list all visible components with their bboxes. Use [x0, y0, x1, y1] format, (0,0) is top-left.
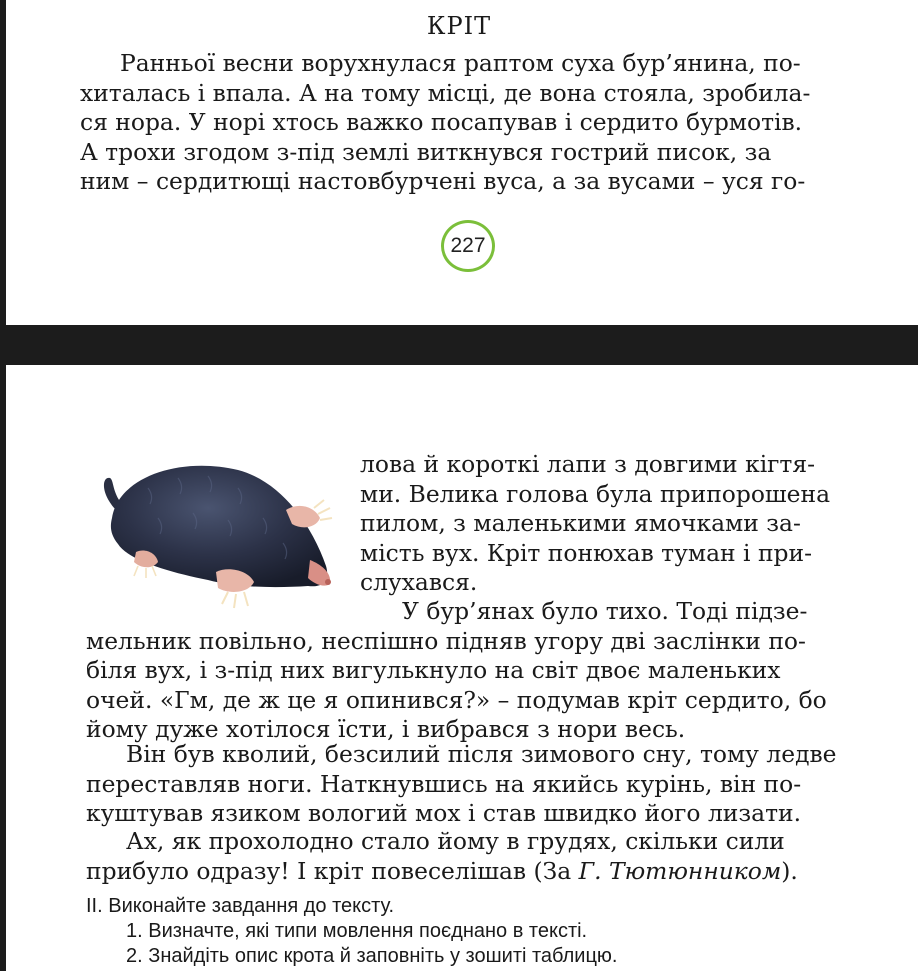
paragraph-4	[86, 827, 798, 886]
paragraph-3	[86, 740, 837, 829]
text-line: слухався.	[360, 568, 478, 596]
text-line: хиталась і впала. А на тому місці, де вона стояла, зробила-	[80, 78, 811, 107]
text-line: очей. «Гм, де ж це я опинився?» – подумав кріт сердито, бо	[86, 685, 827, 714]
paragraph-2	[86, 597, 827, 745]
task-item: 1. Визначте, які типи мовлення поєднано в тексті.	[126, 920, 588, 942]
text-line: йому дуже хотілося їсти, і вибрався з нори весь.	[86, 715, 686, 743]
text-line: біля вух, і з-під них вигулькнуло на світ двоє маленьких	[86, 656, 781, 684]
text-line: лова й короткі лапи з довгими кігтя-	[360, 450, 816, 478]
text-line: У бур’янах було тихо. Тоді підзе-	[402, 597, 808, 625]
page-number-badge: 227	[441, 220, 495, 272]
text-line: мельник повільно, неспішно підняв угору дві заслінки по-	[86, 626, 806, 655]
text-line: переставляв ноги. Наткнувшись на якийсь курінь, він по-	[86, 769, 802, 798]
text-line: ним – сердитющі настовбурчені вуса, а за вусами – уся го-	[80, 167, 806, 195]
text-line: Він був кволий, безсилий після зимового сну, тому ледве	[126, 740, 837, 768]
tasks-block	[86, 894, 617, 969]
task-item: 2. Знайдіть опис крота й заповніть у зошиті таблицю.	[126, 945, 618, 967]
page-divider	[0, 325, 918, 365]
text-line: А трохи згодом з-під землі виткнувся гострий писок, за	[80, 137, 772, 166]
story-title: КРІТ	[426, 12, 492, 40]
mole-illustration	[88, 448, 338, 618]
tasks-heading: II. Виконайте завдання до тексту.	[86, 895, 395, 917]
text-line	[86, 857, 798, 887]
text-span: прибуло одразу! І кріт повеселішав (За	[86, 856, 579, 885]
text-line: Ранньої весни ворухнулася раптом суха бур’янина, по-	[120, 49, 801, 77]
text-line: ми. Велика голова була припорошена	[360, 479, 831, 508]
text-line: Ах, як прохолодно стало йому в грудях, скільки сили	[126, 827, 785, 855]
top-paragraph	[80, 49, 810, 197]
text-line: ся нора. У норі хтось важко посапував і сердито бурмотів.	[80, 108, 803, 136]
text-span: ).	[781, 856, 798, 885]
author-name: Г. Тютюнником	[578, 856, 782, 885]
text-line: мість вух. Кріт понюхав туман і при-	[360, 538, 813, 567]
text-line: куштував язиком вологий мох і став швидко його лизати.	[86, 799, 802, 827]
side-paragraph	[360, 450, 830, 598]
text-line: пилом, з маленькими ямочками за-	[360, 509, 801, 537]
